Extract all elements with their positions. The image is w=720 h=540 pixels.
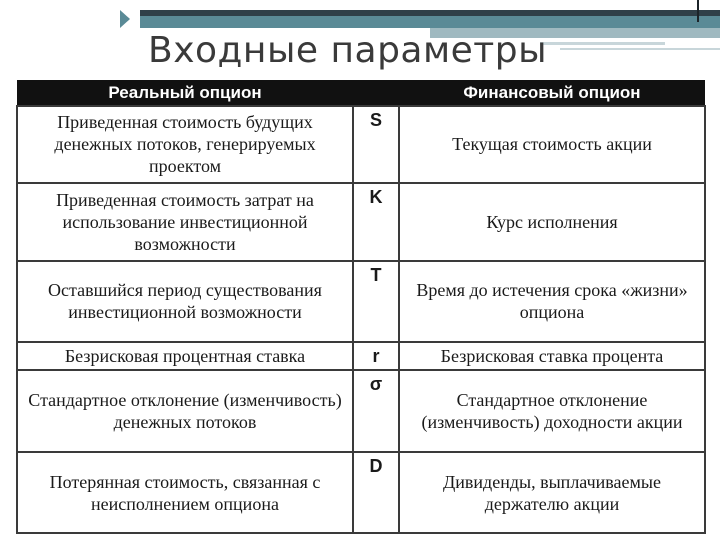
- cell-real: Стандартное отклонение (изменчивость) денежных потоков: [17, 370, 353, 453]
- cell-financial: Стандартное отклонение (изменчивость) доходности акции: [399, 370, 705, 453]
- cell-symbol: D: [353, 452, 399, 533]
- header-arrow-icon: [120, 10, 130, 28]
- cell-real: Приведенная стоимость затрат на использование инвестиционной возможности: [17, 183, 353, 262]
- cell-real: Потерянная стоимость, связанная с неисполнением опциона: [17, 452, 353, 533]
- cell-financial: Курс исполнения: [399, 183, 705, 262]
- cell-symbol: K: [353, 183, 399, 262]
- table-row: [17, 261, 705, 342]
- comparison-table: [16, 80, 706, 534]
- cell-symbol: r: [353, 342, 399, 370]
- header-stripe-teal: [140, 16, 720, 28]
- cell-financial: Время до истечения срока «жизни» опциона: [399, 261, 705, 342]
- decor-line: [560, 48, 720, 50]
- header-real-option: Реальный опцион: [17, 80, 353, 106]
- header-divider: [697, 0, 699, 22]
- cell-real: Приведенная стоимость будущих денежных потоков, генерируемых проектом: [17, 106, 353, 183]
- cell-real: Оставшийся период существования инвестиционной возможности: [17, 261, 353, 342]
- cell-financial: Текущая стоимость акции: [399, 106, 705, 183]
- cell-real: Безрисковая процентная ставка: [17, 342, 353, 370]
- cell-symbol: S: [353, 106, 399, 183]
- table-row: [17, 183, 705, 262]
- header-financial-option: Финансовый опцион: [399, 80, 705, 106]
- table-row: [17, 342, 705, 370]
- cell-symbol: σ: [353, 370, 399, 453]
- header-symbol: [353, 80, 399, 106]
- table-row: [17, 106, 705, 183]
- table-header-row: [17, 80, 705, 106]
- table-row: [17, 452, 705, 533]
- cell-financial: Дивиденды, выплачиваемые держателю акции: [399, 452, 705, 533]
- slide-title: Входные параметры: [148, 30, 548, 71]
- decor-line: [540, 42, 665, 45]
- table-row: [17, 370, 705, 453]
- cell-symbol: T: [353, 261, 399, 342]
- cell-financial: Безрисковая ставка процента: [399, 342, 705, 370]
